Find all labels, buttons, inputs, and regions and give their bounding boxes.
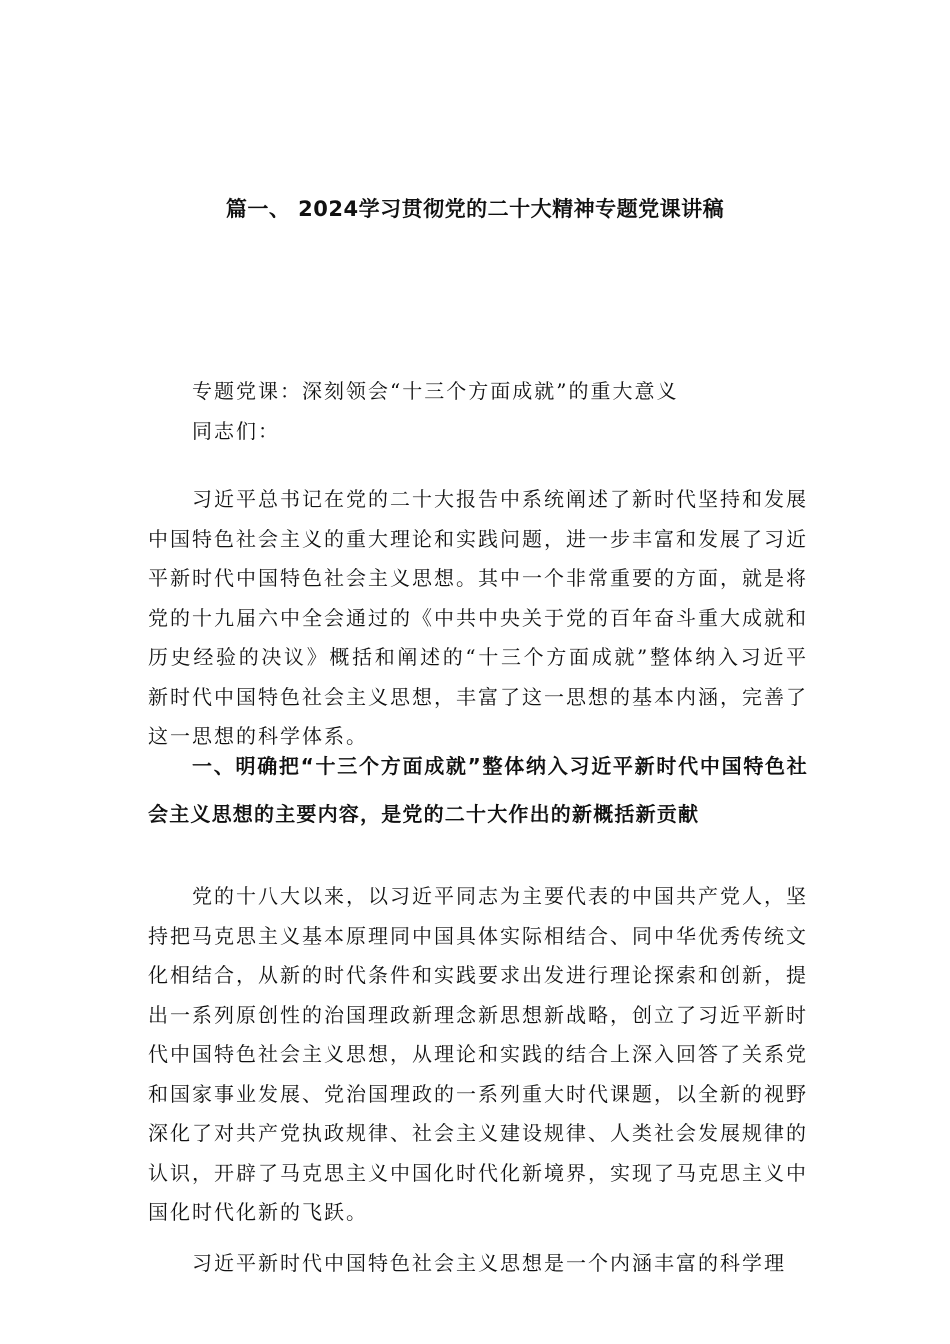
lecture-subtitle: 专题党课：深刻领会“十三个方面成就”的重大意义 (192, 379, 679, 403)
paragraph-continued: 习近平新时代中国特色社会主义思想是一个内涵丰富的科学理 (192, 1251, 786, 1275)
salutation: 同志们： (192, 419, 280, 443)
document-title: 篇一、 2024学习贯彻党的二十大精神专题党课讲稿 (225, 197, 725, 221)
paragraph-intro: 习近平总书记在党的二十大报告中系统阐述了新时代坚持和发展中国特色社会主义的重大理论和实践问题，进一步丰富和发展了习近平新时代中国特色社会主义思想。其中一个非常重要的方面，就是将党的十九届六中全会通过的《中共中央关于党的百年奋斗重大成就和历史经验的决议》概括和阐述的“十三个方面成就”整体纳入习近平新时代中国特色社会主义思想，丰富了这一思想的基本内涵，完善了这一思想的科学体系。 (148, 487, 808, 748)
section-heading-1: 一、明确把“十三个方面成就”整体纳入习近平新时代中国特色社会主义思想的主要内容，是党的二十大作出的新概括新贡献 (148, 754, 808, 826)
paragraph-section-1: 党的十八大以来，以习近平同志为主要代表的中国共产党人，坚持把马克思主义基本原理同中国具体实际相结合、同中华优秀传统文化相结合，从新的时代条件和实践要求出发进行理论探索和创新，提出一系列原创性的治国理政新理念新思想新战略，创立了习近平新时代中国特色社会主义思想，从理论和实践的结合上深入回答了关系党和国家事业发展、党治国理政的一系列重大时代课题，以全新的视野深化了对共产党执政规律、社会主义建设规律、人类社会发展规律的认识，开辟了马克思主义中国化时代化新境界，实现了马克思主义中国化时代化新的飞跃。 (148, 884, 808, 1224)
